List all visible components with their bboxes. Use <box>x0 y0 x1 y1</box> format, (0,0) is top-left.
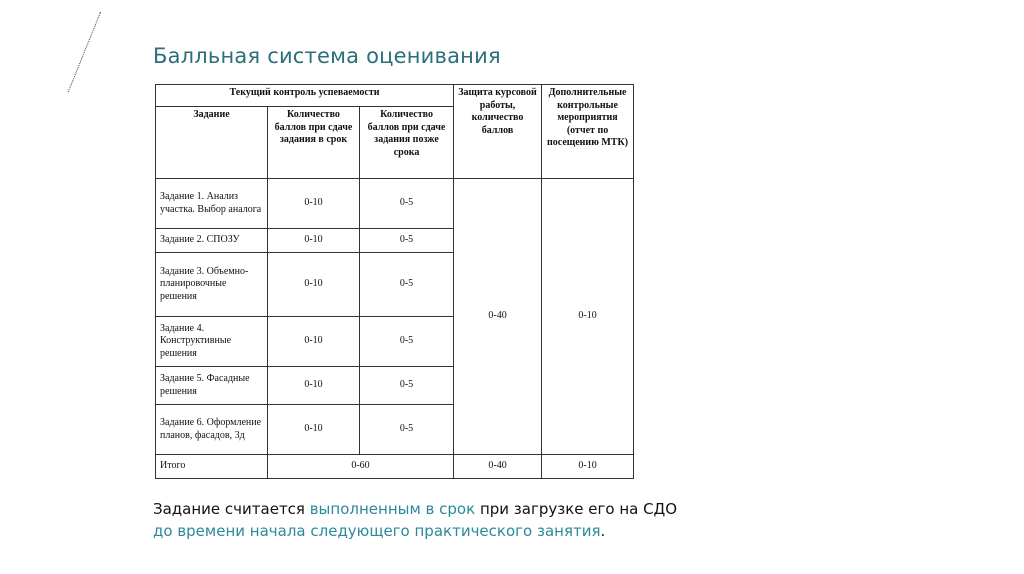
grading-table <box>155 84 634 479</box>
on-time-cell: 0-10 <box>268 317 360 367</box>
decorative-dotted-line <box>68 12 103 93</box>
header-on-time: Количество баллов при сдаче задания в срок <box>268 107 360 179</box>
task-cell: Задание 2. СПОЗУ <box>156 229 268 253</box>
late-cell: 0-5 <box>360 317 454 367</box>
late-cell: 0-5 <box>360 179 454 229</box>
task-cell: Задание 4. Конструктивные решения <box>156 317 268 367</box>
late-cell: 0-5 <box>360 367 454 405</box>
task-cell: Задание 5. Фасадные решения <box>156 367 268 405</box>
on-time-cell: 0-10 <box>268 253 360 317</box>
header-extra: Дополнительные контрольные мероприятия (отчет по посещению МТК) <box>542 85 634 179</box>
late-cell: 0-5 <box>360 405 454 455</box>
total-label: Итого <box>156 455 268 479</box>
footer-highlight: выполненным в срок <box>309 500 476 518</box>
footer-highlight: до времени начала следующего практического занятия <box>153 522 601 540</box>
footer-text-part: . <box>600 522 606 540</box>
header-coursework: Защита курсовой работы, количество баллов <box>454 85 542 179</box>
footer-text-part: Задание считается <box>153 500 310 518</box>
table-row <box>156 179 634 229</box>
task-cell: Задание 6. Оформление планов, фасадов, 3д <box>156 405 268 455</box>
total-extra: 0-10 <box>542 455 634 479</box>
page-title: Балльная система оценивания <box>153 44 501 68</box>
total-row <box>156 455 634 479</box>
header-late: Количество баллов при сдаче задания позже срока <box>360 107 454 179</box>
task-cell: Задание 1. Анализ участка. Выбор аналога <box>156 179 268 229</box>
on-time-cell: 0-10 <box>268 229 360 253</box>
total-current: 0-60 <box>268 455 454 479</box>
late-cell: 0-5 <box>360 253 454 317</box>
header-task: Задание <box>156 107 268 179</box>
total-coursework: 0-40 <box>454 455 542 479</box>
footer-text-part: при загрузке его на СДО <box>475 500 678 518</box>
extra-cell: 0-10 <box>542 179 634 455</box>
footer-note <box>153 498 677 542</box>
task-cell: Задание 3. Объемно-планировочные решения <box>156 253 268 317</box>
coursework-cell: 0-40 <box>454 179 542 455</box>
on-time-cell: 0-10 <box>268 179 360 229</box>
on-time-cell: 0-10 <box>268 405 360 455</box>
late-cell: 0-5 <box>360 229 454 253</box>
on-time-cell: 0-10 <box>268 367 360 405</box>
header-current-control: Текущий контроль успеваемости <box>156 85 454 107</box>
